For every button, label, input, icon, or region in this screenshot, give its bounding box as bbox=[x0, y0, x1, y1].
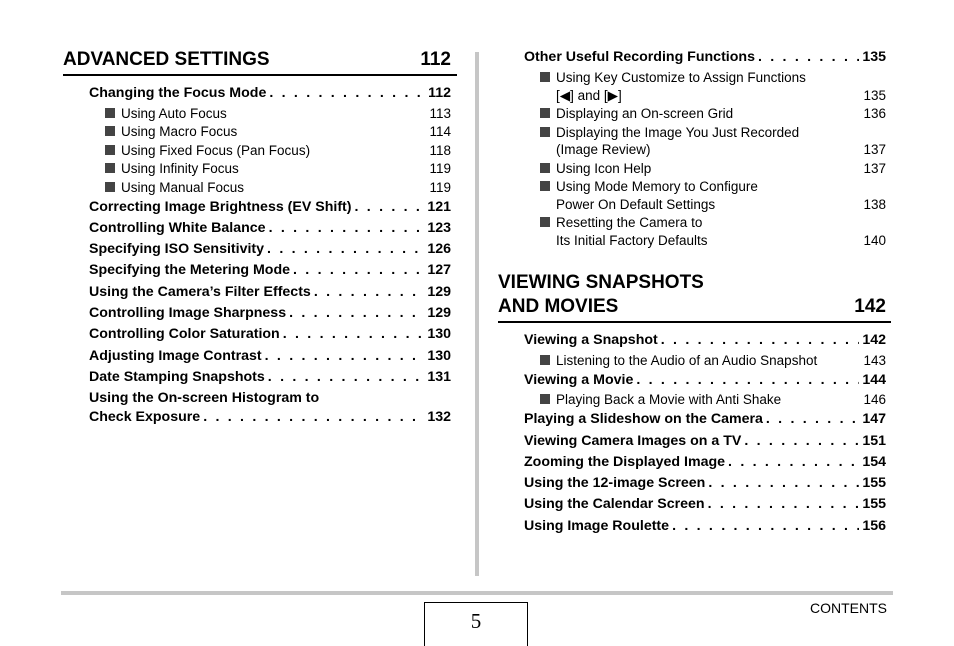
toc-subentry[interactable]: Using Infinity Focus 119 bbox=[105, 161, 451, 176]
toc-entry[interactable]: Check Exposure . . . 132 bbox=[89, 409, 451, 425]
toc-entry[interactable]: Changing the Focus Mode . . . 112 bbox=[89, 85, 451, 101]
toc-entry[interactable]: Viewing a Movie . . . 144 bbox=[524, 372, 886, 388]
toc-entry-line1[interactable]: Using the On-screen Histogram to bbox=[89, 390, 320, 406]
toc-subentry[interactable]: Playing Back a Movie with Anti Shake 146 bbox=[540, 392, 886, 407]
toc-entry[interactable]: Controlling Color Saturation . . . 130 bbox=[89, 326, 451, 342]
column-divider bbox=[475, 52, 479, 576]
toc-entry[interactable]: Using the Camera’s Filter Effects . . . 129 bbox=[89, 284, 451, 300]
square-bullet-icon bbox=[540, 72, 550, 82]
toc-entry[interactable]: Specifying ISO Sensitivity . . . 126 bbox=[89, 241, 451, 257]
square-bullet-icon bbox=[540, 355, 550, 365]
square-bullet-icon bbox=[105, 126, 115, 136]
footer-rule bbox=[61, 591, 893, 595]
toc-subentry[interactable]: Using Macro Focus 114 bbox=[105, 124, 451, 139]
toc-subentry-line2[interactable]: Power On Default Settings 138 bbox=[556, 197, 886, 212]
square-bullet-icon bbox=[540, 394, 550, 404]
toc-entry[interactable]: Using Image Roulette . . . 156 bbox=[524, 518, 886, 534]
toc-subentry[interactable]: Using Fixed Focus (Pan Focus) 118 bbox=[105, 143, 451, 158]
toc-subentry[interactable]: Resetting the Camera to bbox=[540, 215, 886, 230]
toc-entry[interactable]: Playing a Slideshow on the Camera . . . 147 bbox=[524, 411, 886, 427]
square-bullet-icon bbox=[540, 181, 550, 191]
page-number-box bbox=[424, 602, 528, 646]
section-rule bbox=[498, 321, 891, 323]
square-bullet-icon bbox=[105, 145, 115, 155]
section-heading-advanced-settings: ADVANCED SETTINGS 112 bbox=[63, 49, 451, 70]
toc-subentry[interactable]: Displaying the Image You Just Recorded bbox=[540, 125, 886, 140]
square-bullet-icon bbox=[105, 163, 115, 173]
square-bullet-icon bbox=[105, 182, 115, 192]
section-rule bbox=[63, 74, 457, 76]
contents-link[interactable]: CONTENTS bbox=[810, 600, 887, 616]
toc-subentry[interactable]: Using Key Customize to Assign Functions bbox=[540, 70, 886, 85]
toc-subentry[interactable]: Using Mode Memory to Configure bbox=[540, 179, 886, 194]
toc-entry[interactable]: Adjusting Image Contrast . . . 130 bbox=[89, 348, 451, 364]
section-heading-viewing: VIEWING SNAPSHOTS bbox=[498, 272, 704, 293]
square-bullet-icon bbox=[105, 108, 115, 118]
square-bullet-icon bbox=[540, 163, 550, 173]
toc-entry[interactable]: Date Stamping Snapshots . . . 131 bbox=[89, 369, 451, 385]
toc-subentry[interactable]: Displaying an On-screen Grid 136 bbox=[540, 106, 886, 121]
toc-entry[interactable]: Viewing Camera Images on a TV . . . 151 bbox=[524, 433, 886, 449]
toc-entry[interactable]: Zooming the Displayed Image . . . 154 bbox=[524, 454, 886, 470]
toc-subentry-line2[interactable]: Its Initial Factory Defaults 140 bbox=[556, 233, 886, 248]
toc-entry[interactable]: Specifying the Metering Mode . . . 127 bbox=[89, 262, 451, 278]
toc-subentry[interactable]: Using Auto Focus 113 bbox=[105, 106, 451, 121]
toc-entry[interactable]: Viewing a Snapshot . . . 142 bbox=[524, 332, 886, 348]
toc-entry[interactable]: Correcting Image Brightness (EV Shift) . . . 121 bbox=[89, 199, 451, 215]
toc-entry[interactable]: Controlling Image Sharpness . . . 129 bbox=[89, 305, 451, 321]
square-bullet-icon bbox=[540, 127, 550, 137]
page-number: 5 bbox=[470, 609, 482, 633]
square-bullet-icon bbox=[540, 108, 550, 118]
section-heading-viewing-line2: AND MOVIES 142 bbox=[498, 296, 886, 317]
toc-subentry-line2[interactable]: [◀] and [▶] 135 bbox=[556, 88, 886, 103]
toc-entry[interactable]: Controlling White Balance . . . 123 bbox=[89, 220, 451, 236]
toc-subentry[interactable]: Using Manual Focus 119 bbox=[105, 180, 451, 195]
toc-subentry[interactable]: Listening to the Audio of an Audio Snapshot 143 bbox=[540, 353, 886, 368]
square-bullet-icon bbox=[540, 217, 550, 227]
toc-subentry-line2[interactable]: (Image Review) 137 bbox=[556, 142, 886, 157]
toc-entry[interactable]: Other Useful Recording Functions . . . 135 bbox=[524, 49, 886, 65]
toc-subentry[interactable]: Using Icon Help 137 bbox=[540, 161, 886, 176]
toc-entry[interactable]: Using the 12-image Screen . . . 155 bbox=[524, 475, 886, 491]
toc-entry[interactable]: Using the Calendar Screen . . . 155 bbox=[524, 496, 886, 512]
